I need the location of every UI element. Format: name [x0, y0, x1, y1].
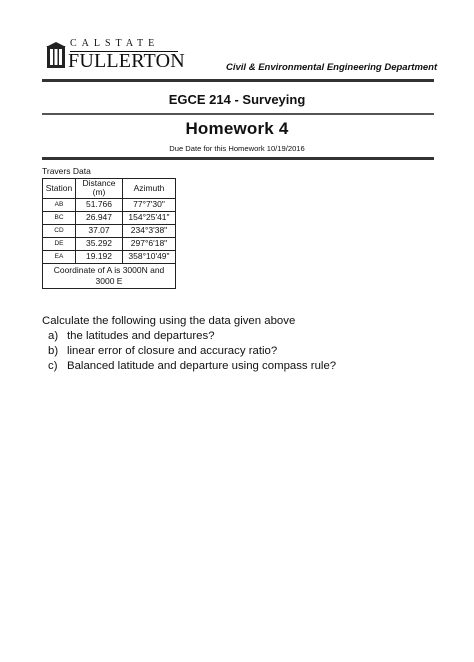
table-row	[43, 237, 176, 250]
table-footer-row	[43, 263, 176, 288]
department-name: Civil & Environmental Engineering Department	[226, 62, 438, 73]
table-row	[43, 211, 176, 224]
logo-cal-state-text: CALSTATE	[70, 38, 160, 49]
course-title: EGCE 214 - Surveying	[168, 92, 306, 107]
station-cell: CD	[43, 224, 76, 237]
question-label: a)	[48, 330, 59, 342]
station-cell: EA	[43, 250, 76, 263]
question-text: linear error of closure and accuracy ratio?	[67, 345, 278, 357]
due-date: Due Date for this Homework 10/19/2016	[169, 144, 305, 153]
question-item	[42, 329, 462, 344]
distance-cell: 35.292	[76, 237, 123, 250]
azimuth-cell: 154°25'41"	[123, 211, 176, 224]
table-row	[43, 224, 176, 237]
azimuth-cell: 297°6'18"	[123, 237, 176, 250]
header-station: Station	[43, 179, 76, 199]
questions-block	[42, 314, 462, 374]
logo-fullerton-text: FULLERTON	[68, 50, 185, 72]
question-text: Balanced latitude and departure using compass rule?	[67, 360, 337, 372]
coordinate-note: Coordinate of A is 3000N and 3000 E	[43, 263, 176, 288]
traverse-table	[42, 178, 176, 289]
question-label: b)	[48, 345, 59, 357]
header-rule	[42, 79, 434, 82]
header-azimuth: Azimuth	[123, 179, 176, 199]
questions-intro: Calculate the following using the data given above	[42, 315, 296, 327]
traverse-title: Travers Data	[42, 166, 91, 176]
azimuth-cell: 358°10'49"	[123, 250, 176, 263]
title-rule	[42, 157, 434, 160]
header-distance: Distance (m)	[76, 179, 123, 199]
table-row	[43, 250, 176, 263]
station-cell: AB	[43, 198, 76, 211]
table-header-row	[43, 179, 176, 199]
distance-cell: 37.07	[76, 224, 123, 237]
homework-title: Homework 4	[185, 119, 289, 138]
distance-cell: 19.192	[76, 250, 123, 263]
question-item	[42, 344, 462, 359]
question-item	[42, 359, 462, 374]
question-text: the latitudes and departures?	[67, 330, 215, 342]
distance-cell: 51.766	[76, 198, 123, 211]
azimuth-cell: 234°3'38"	[123, 224, 176, 237]
azimuth-cell: 77°7'30"	[123, 198, 176, 211]
question-label: c)	[48, 360, 58, 372]
station-cell: BC	[43, 211, 76, 224]
station-cell: DE	[43, 237, 76, 250]
titan-seal-icon	[46, 42, 66, 70]
university-logo	[46, 38, 185, 74]
course-rule	[42, 113, 434, 115]
distance-cell: 26.947	[76, 211, 123, 224]
table-row	[43, 198, 176, 211]
